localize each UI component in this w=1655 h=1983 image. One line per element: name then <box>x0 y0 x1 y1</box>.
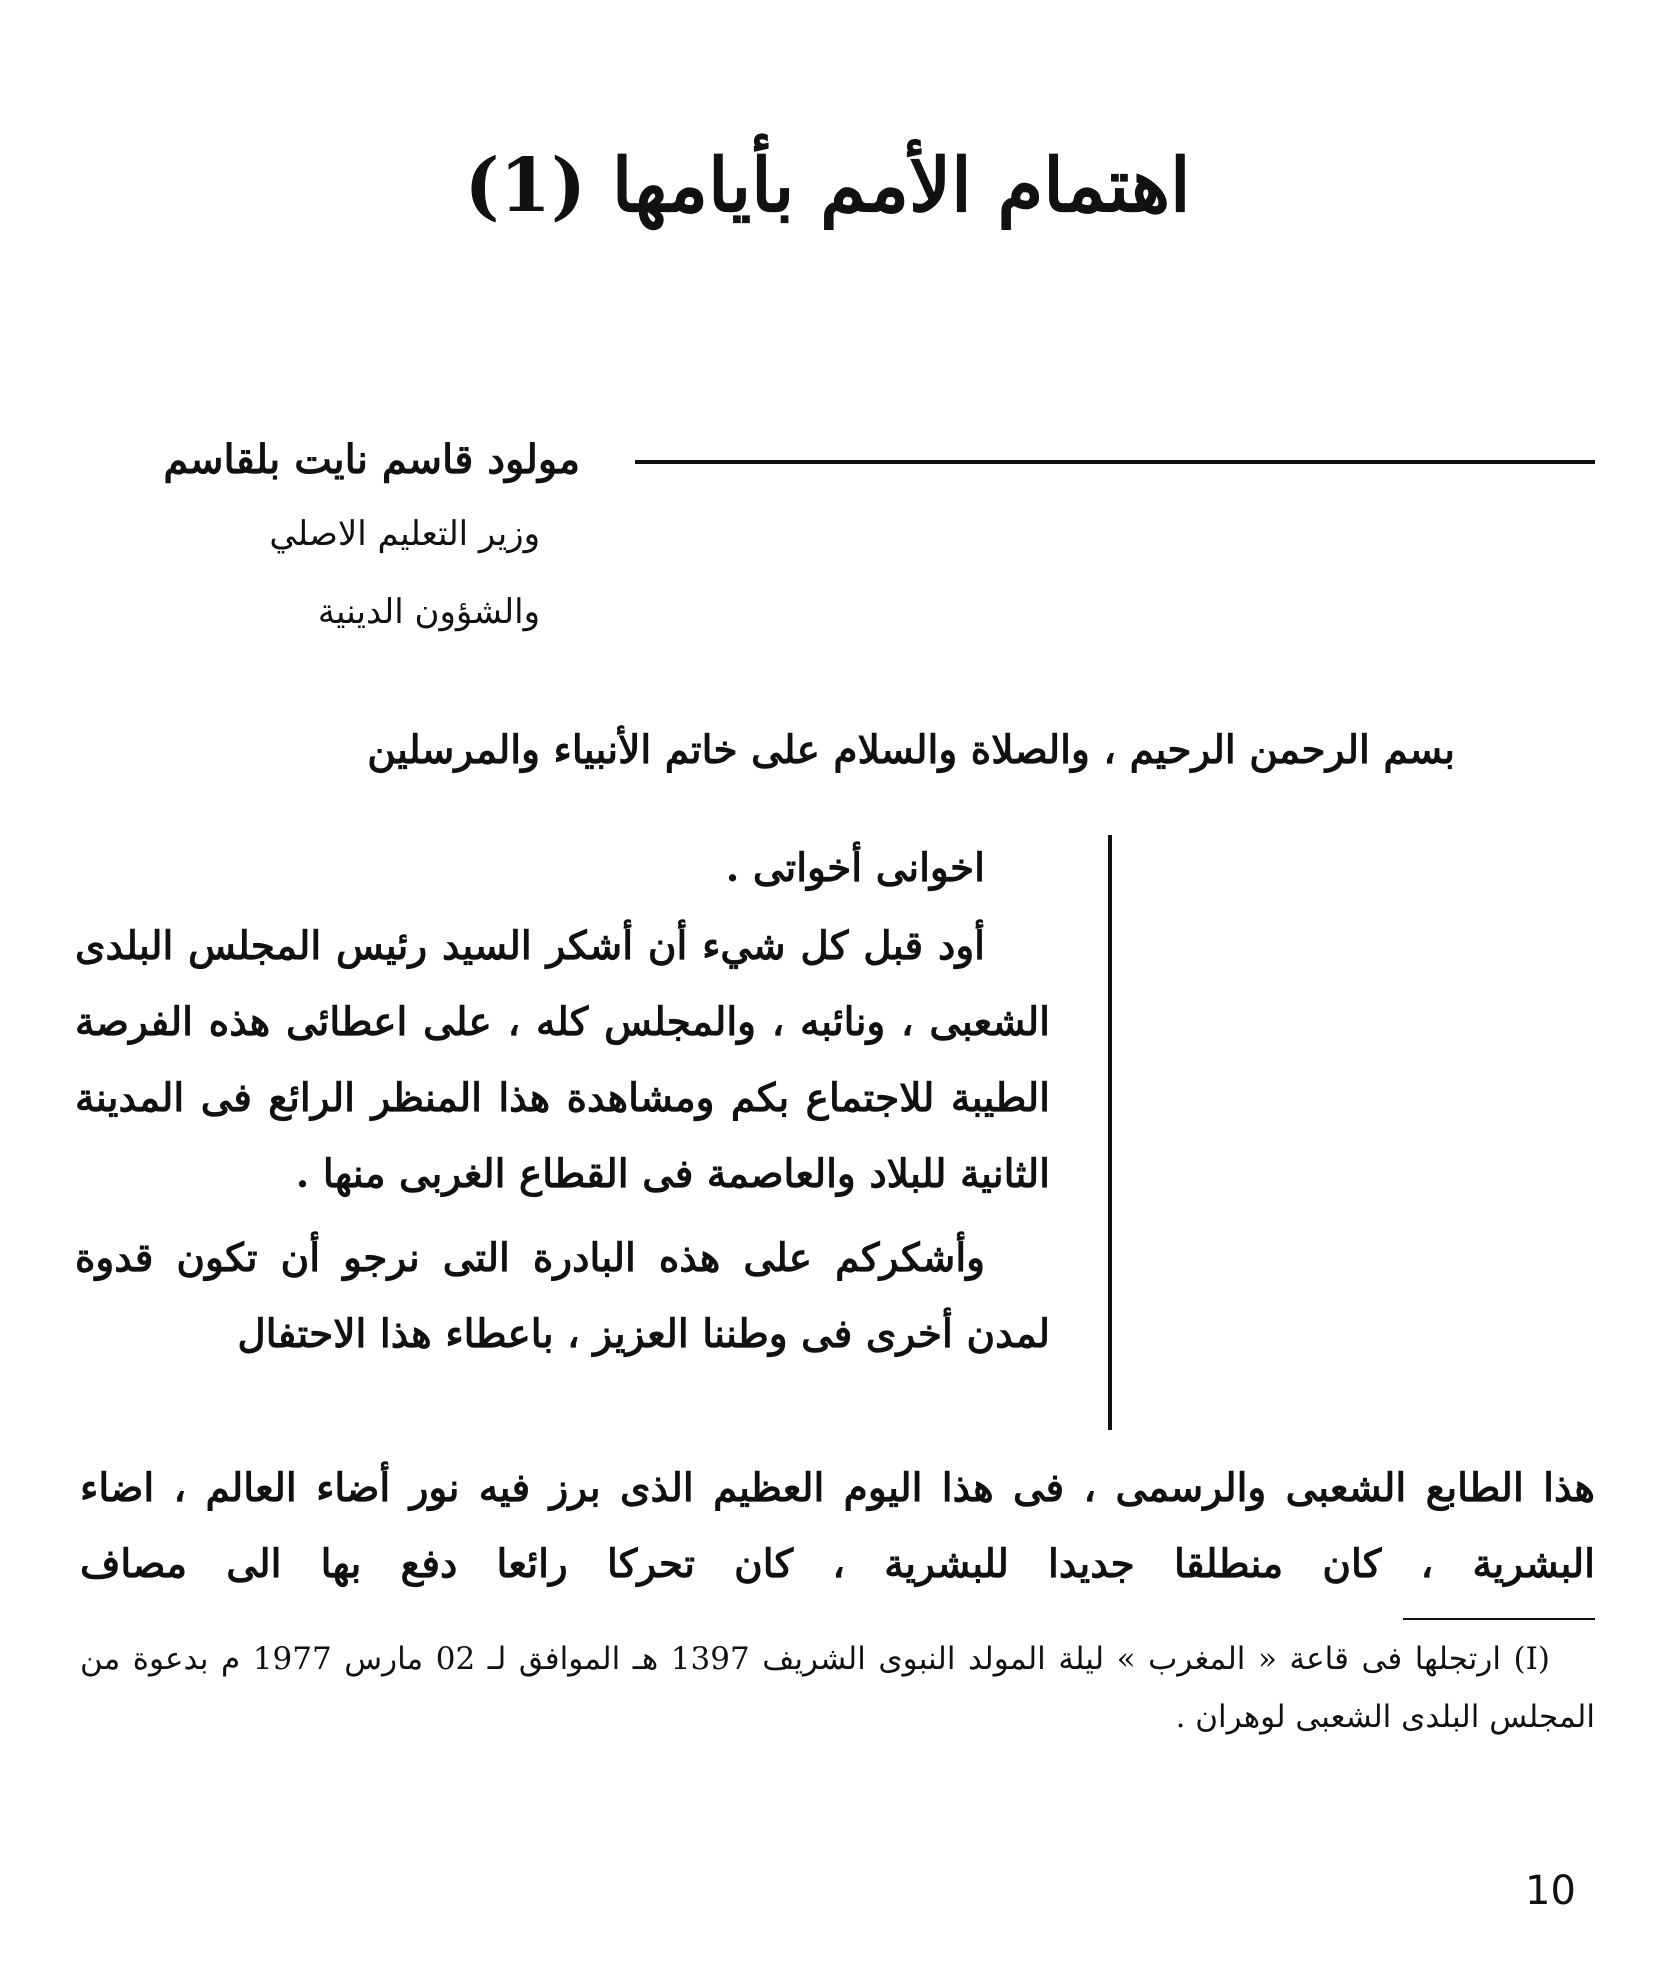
author-role-line-1: وزير التعليم الاصلي <box>269 514 540 554</box>
page-number: 10 <box>1525 1868 1576 1914</box>
page-title: اهتمام الأمم بأيامها (1) <box>464 142 1191 229</box>
footnote: (I) ارتجلها فى قاعة « المغرب » ليلة المولد النبوى الشريف 1397 هـ الموافق لـ 02 مارس 1977 م بدعوة من المجلس البلدى الشعبى لوهران . <box>80 1641 1595 1735</box>
basmala: بسم الرحمن الرحيم ، والصلاة والسلام على خاتم الأنبياء والمرسلين <box>367 727 1455 773</box>
paragraph-1: أود قبل كل شيء أن أشكر السيد رئيس المجلس البلدى الشعبى ، ونائبه ، والمجلس كله ، على اعطائى هذه الفرصة الطيبة للاجتماع بكم ومشاهدة هذا المنظر الرائع فى المدينة الثانية للبلاد والعاصمة فى القطاع الغربى منها . <box>75 923 1050 1197</box>
salutation: اخوانى أخواتى . <box>725 845 985 891</box>
paragraph-continuation: هذا الطابع الشعبى والرسمى ، فى هذا اليوم العظيم الذى برز فيه نور أضاء العالم ، اضاء البشرية ، كان منطلقا جديدا للبشرية ، كان تحركا رائعا دفع بها الى مصاف <box>80 1465 1595 1587</box>
author-divider <box>635 460 1595 464</box>
paragraph-2: وأشكركم على هذه البادرة التى نرجو أن تكون قدوة لمدن أخرى فى وطننا العزيز ، باعطاء هذا الاحتفال <box>75 1235 1050 1357</box>
margin-vertical-rule <box>1108 835 1112 1430</box>
author-role-line-2: والشؤون الدينية <box>317 592 540 632</box>
author-name: مولود قاسم نايت بلقاسم <box>163 436 580 483</box>
footnote-divider <box>1403 1618 1595 1620</box>
author-block <box>60 425 580 651</box>
speech-column <box>75 830 1050 1380</box>
